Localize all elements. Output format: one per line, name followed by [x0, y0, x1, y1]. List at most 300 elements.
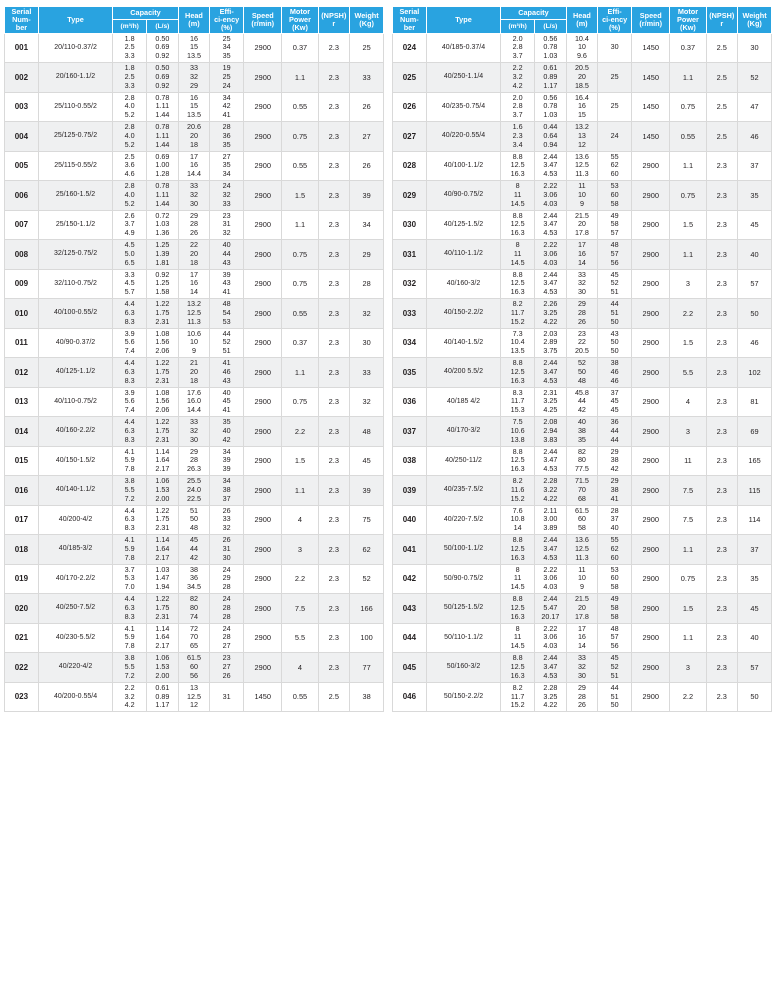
- cell-capacity-ls: 0.61 0.89 1.17: [535, 63, 567, 93]
- cell-capacity-ls: 1.14 1.64 2.17: [147, 446, 179, 476]
- cell-efficiency: 26 31 30: [210, 535, 244, 565]
- cell-efficiency: 44 51 50: [598, 299, 632, 329]
- cell-head: 61.5 60 58: [566, 505, 598, 535]
- cell-head: 17.6 16.0 14.4: [178, 387, 210, 417]
- cell-capacity-ls: 2.08 2.94 3.83: [535, 417, 567, 447]
- cell-serial-number: 045: [392, 653, 426, 683]
- cell-efficiency: 49 58 57: [598, 210, 632, 240]
- cell-efficiency: 34 42 41: [210, 92, 244, 122]
- cell-capacity-ls: 2.03 2.89 3.75: [535, 328, 567, 358]
- cell-type: 40/185-0.37/4: [426, 33, 500, 63]
- cell-head: 11 10 9: [566, 181, 598, 211]
- table-row: [5, 122, 384, 152]
- cell-head: 17 16 14: [566, 623, 598, 653]
- cell-motor-power: 0.55: [282, 682, 318, 712]
- cell-type: 50/160-3/2: [426, 653, 500, 683]
- cell-head: 33 32 30: [178, 181, 210, 211]
- cell-head: 38 36 34.5: [178, 564, 210, 594]
- table-row: [5, 476, 384, 506]
- cell-motor-power: 0.75: [670, 564, 706, 594]
- cell-npshr: 2.3: [706, 151, 738, 181]
- cell-npshr: 2.3: [706, 417, 738, 447]
- cell-capacity-m3h: 3.8 5.5 7.2: [113, 653, 147, 683]
- cell-weight: 52: [738, 63, 772, 93]
- cell-capacity-m3h: 1.6 2.3 3.4: [501, 122, 535, 152]
- table-row: [392, 33, 771, 63]
- cell-weight: 45: [738, 594, 772, 624]
- cell-serial-number: 031: [392, 240, 426, 270]
- cell-motor-power: 0.37: [282, 328, 318, 358]
- table-row: [392, 564, 771, 594]
- cell-capacity-m3h: 1.8 2.5 3.3: [113, 63, 147, 93]
- cell-motor-power: 4: [282, 505, 318, 535]
- cell-capacity-ls: 1.06 1.53 2.00: [147, 476, 179, 506]
- cell-weight: 77: [350, 653, 384, 683]
- cell-weight: 39: [350, 181, 384, 211]
- cell-efficiency: 25 34 35: [210, 33, 244, 63]
- cell-weight: 35: [738, 181, 772, 211]
- cell-serial-number: 035: [392, 358, 426, 388]
- cell-weight: 45: [738, 210, 772, 240]
- cell-type: 25/115-0.55/2: [38, 151, 112, 181]
- cell-npshr: 2.3: [706, 387, 738, 417]
- cell-efficiency: 53 60 58: [598, 181, 632, 211]
- cell-capacity-ls: 0.78 1.11 1.44: [147, 181, 179, 211]
- cell-speed: 2900: [632, 623, 670, 653]
- cell-capacity-ls: 2.22 3.06 4.03: [535, 240, 567, 270]
- cell-serial-number: 040: [392, 505, 426, 535]
- cell-efficiency: 28 36 35: [210, 122, 244, 152]
- cell-capacity-m3h: 2.0 2.8 3.7: [501, 33, 535, 63]
- cell-speed: 2900: [632, 653, 670, 683]
- table-body-left: [5, 33, 384, 712]
- cell-weight: 165: [738, 446, 772, 476]
- table-row: [5, 328, 384, 358]
- cell-type: 32/125-0.75/2: [38, 240, 112, 270]
- cell-serial-number: 006: [5, 181, 39, 211]
- cell-weight: 40: [738, 240, 772, 270]
- cell-capacity-ls: 1.08 1.56 2.06: [147, 328, 179, 358]
- cell-type: 40/220-7.5/2: [426, 505, 500, 535]
- cell-motor-power: 1.1: [670, 151, 706, 181]
- table-row: [392, 328, 771, 358]
- cell-head: 33 32 30: [566, 269, 598, 299]
- cell-speed: 2900: [632, 151, 670, 181]
- cell-motor-power: 0.55: [282, 299, 318, 329]
- cell-serial-number: 023: [5, 682, 39, 712]
- table-row: [5, 181, 384, 211]
- header-efficiency: Effi- ci-ency (%): [210, 7, 244, 34]
- cell-serial-number: 036: [392, 387, 426, 417]
- header-head: Head (m): [566, 7, 598, 34]
- cell-npshr: 2.3: [318, 623, 350, 653]
- cell-npshr: 2.3: [318, 653, 350, 683]
- cell-npshr: 2.5: [706, 92, 738, 122]
- cell-motor-power: 1.1: [282, 476, 318, 506]
- cell-weight: 75: [350, 505, 384, 535]
- cell-speed: 2900: [244, 535, 282, 565]
- cell-capacity-m3h: 3.9 5.6 7.4: [113, 387, 147, 417]
- cell-efficiency: 39 43 41: [210, 269, 244, 299]
- cell-serial-number: 017: [5, 505, 39, 535]
- cell-npshr: 2.3: [318, 417, 350, 447]
- cell-motor-power: 0.75: [282, 269, 318, 299]
- cell-capacity-m3h: 7.6 10.8 14: [501, 505, 535, 535]
- cell-speed: 2900: [244, 653, 282, 683]
- cell-npshr: 2.3: [318, 181, 350, 211]
- header-speed: Speed (r/min): [244, 7, 282, 34]
- cell-speed: 2900: [244, 151, 282, 181]
- cell-efficiency: 36 44 44: [598, 417, 632, 447]
- pump-table-left: [4, 6, 384, 712]
- header-capacity-ls: (L/s): [147, 19, 179, 33]
- cell-head: 29 28 26: [566, 299, 598, 329]
- cell-npshr: 2.3: [318, 299, 350, 329]
- cell-npshr: 2.3: [706, 594, 738, 624]
- cell-weight: 69: [738, 417, 772, 447]
- table-row: [5, 63, 384, 93]
- cell-weight: 34: [350, 210, 384, 240]
- cell-weight: 35: [738, 564, 772, 594]
- cell-capacity-m3h: 8.8 12.5 16.3: [501, 210, 535, 240]
- cell-capacity-ls: 2.28 3.25 4.22: [535, 682, 567, 712]
- cell-efficiency: 49 58 58: [598, 594, 632, 624]
- cell-motor-power: 0.55: [282, 151, 318, 181]
- cell-npshr: 2.3: [706, 476, 738, 506]
- cell-speed: 2900: [632, 358, 670, 388]
- cell-capacity-ls: 0.56 0.78 1.03: [535, 33, 567, 63]
- header-npshr: (NPSH) r: [706, 7, 738, 34]
- cell-efficiency: 34 38 37: [210, 476, 244, 506]
- cell-capacity-m3h: 4.4 6.3 8.3: [113, 358, 147, 388]
- cell-capacity-m3h: 2.2 3.2 4.2: [501, 63, 535, 93]
- cell-capacity-m3h: 8.8 12.5 16.3: [501, 653, 535, 683]
- cell-capacity-m3h: 3.7 5.3 7.0: [113, 564, 147, 594]
- table-row: [5, 358, 384, 388]
- cell-weight: 40: [738, 623, 772, 653]
- cell-efficiency: 43 50 50: [598, 328, 632, 358]
- cell-serial-number: 018: [5, 535, 39, 565]
- cell-npshr: 2.3: [706, 653, 738, 683]
- cell-weight: 50: [738, 299, 772, 329]
- cell-efficiency: 48 57 56: [598, 240, 632, 270]
- cell-head: 33 32 29: [178, 63, 210, 93]
- cell-speed: 2900: [244, 358, 282, 388]
- cell-serial-number: 009: [5, 269, 39, 299]
- table-row: [392, 269, 771, 299]
- table-row: [392, 92, 771, 122]
- cell-weight: 48: [350, 417, 384, 447]
- cell-head: 21.5 20 17.8: [566, 594, 598, 624]
- cell-serial-number: 015: [5, 446, 39, 476]
- cell-weight: 37: [738, 151, 772, 181]
- cell-capacity-ls: 1.08 1.56 2.06: [147, 387, 179, 417]
- cell-motor-power: 1.1: [282, 63, 318, 93]
- cell-capacity-m3h: 8.8 12.5 16.3: [501, 446, 535, 476]
- cell-type: 40/150-2.2/2: [426, 299, 500, 329]
- cell-type: 50/150-2.2/2: [426, 682, 500, 712]
- cell-weight: 50: [738, 682, 772, 712]
- cell-npshr: 2.3: [318, 210, 350, 240]
- cell-efficiency: 34 39 39: [210, 446, 244, 476]
- cell-weight: 52: [350, 564, 384, 594]
- cell-npshr: 2.3: [706, 358, 738, 388]
- cell-weight: 39: [350, 476, 384, 506]
- header-capacity-m3h: (m³/h): [113, 19, 147, 33]
- cell-efficiency: 35 40 42: [210, 417, 244, 447]
- cell-type: 25/125-0.75/2: [38, 122, 112, 152]
- cell-head: 72 70 65: [178, 623, 210, 653]
- cell-capacity-ls: 1.22 1.75 2.31: [147, 299, 179, 329]
- cell-type: 40/235-0.75/4: [426, 92, 500, 122]
- cell-head: 45 44 42: [178, 535, 210, 565]
- cell-weight: 26: [350, 92, 384, 122]
- cell-capacity-ls: 1.14 1.64 2.17: [147, 535, 179, 565]
- table-row: [392, 476, 771, 506]
- cell-capacity-m3h: 8 11 14.5: [501, 181, 535, 211]
- cell-type: 40/160-2.2/2: [38, 417, 112, 447]
- cell-npshr: 2.3: [706, 181, 738, 211]
- cell-npshr: 2.5: [706, 33, 738, 63]
- cell-capacity-m3h: 8.2 11.6 15.2: [501, 476, 535, 506]
- cell-efficiency: 28 37 40: [598, 505, 632, 535]
- cell-efficiency: 53 60 58: [598, 564, 632, 594]
- cell-motor-power: 7.5: [670, 476, 706, 506]
- cell-capacity-m3h: 8.3 11.7 15.3: [501, 387, 535, 417]
- cell-type: 25/110-0.55/2: [38, 92, 112, 122]
- cell-motor-power: 0.55: [282, 92, 318, 122]
- cell-weight: 33: [350, 63, 384, 93]
- cell-head: 13.2 12.5 11.3: [178, 299, 210, 329]
- cell-head: 82 80 77.5: [566, 446, 598, 476]
- cell-weight: 102: [738, 358, 772, 388]
- cell-motor-power: 5.5: [282, 623, 318, 653]
- cell-capacity-m3h: 8.2 11.7 15.2: [501, 682, 535, 712]
- cell-efficiency: 44 52 51: [210, 328, 244, 358]
- cell-weight: 37: [738, 535, 772, 565]
- cell-motor-power: 7.5: [670, 505, 706, 535]
- table-row: [392, 417, 771, 447]
- header-serial-number: Serial Num- ber: [5, 7, 39, 34]
- cell-head: 17 16 14: [566, 240, 598, 270]
- cell-motor-power: 0.75: [670, 92, 706, 122]
- header-type: Type: [38, 7, 112, 34]
- cell-head: 17 16 14.4: [178, 151, 210, 181]
- cell-efficiency: 40 44 43: [210, 240, 244, 270]
- cell-serial-number: 034: [392, 328, 426, 358]
- cell-speed: 2900: [632, 210, 670, 240]
- header-speed: Speed (r/min): [632, 7, 670, 34]
- cell-speed: 2900: [244, 505, 282, 535]
- cell-type: 40/170-2.2/2: [38, 564, 112, 594]
- cell-type: 40/90-0.75/2: [426, 181, 500, 211]
- table-row: [392, 653, 771, 683]
- cell-serial-number: 020: [5, 594, 39, 624]
- cell-capacity-ls: 1.03 1.47 1.94: [147, 564, 179, 594]
- cell-npshr: 2.3: [318, 240, 350, 270]
- cell-capacity-ls: 2.22 3.06 4.03: [535, 181, 567, 211]
- cell-speed: 2900: [632, 299, 670, 329]
- cell-capacity-m3h: 4.4 6.3 8.3: [113, 505, 147, 535]
- cell-npshr: 2.3: [318, 92, 350, 122]
- cell-type: 40/230-5.5/2: [38, 623, 112, 653]
- header-motor-power: Motor Power (Kw): [670, 7, 706, 34]
- cell-capacity-ls: 2.44 5.47 20.17: [535, 594, 567, 624]
- cell-capacity-m3h: 4.4 6.3 8.3: [113, 594, 147, 624]
- cell-head: 20.6 20 18: [178, 122, 210, 152]
- cell-speed: 1450: [632, 92, 670, 122]
- cell-capacity-m3h: 7.5 10.6 13.8: [501, 417, 535, 447]
- cell-capacity-ls: 2.44 3.47 4.53: [535, 358, 567, 388]
- cell-weight: 100: [350, 623, 384, 653]
- cell-efficiency: 40 45 41: [210, 387, 244, 417]
- cell-weight: 57: [738, 653, 772, 683]
- cell-speed: 2900: [244, 269, 282, 299]
- cell-weight: 29: [350, 240, 384, 270]
- table-row: [5, 623, 384, 653]
- cell-efficiency: 41 46 43: [210, 358, 244, 388]
- header-npshr: (NPSH) r: [318, 7, 350, 34]
- cell-npshr: 2.3: [318, 358, 350, 388]
- header-weight: Weight (Kg): [350, 7, 384, 34]
- table-row: [5, 269, 384, 299]
- cell-capacity-m3h: 4.4 6.3 8.3: [113, 417, 147, 447]
- cell-head: 16.4 16 15: [566, 92, 598, 122]
- cell-speed: 2900: [632, 594, 670, 624]
- cell-capacity-ls: 0.44 0.64 0.94: [535, 122, 567, 152]
- cell-motor-power: 1.5: [670, 594, 706, 624]
- cell-motor-power: 1.1: [282, 358, 318, 388]
- cell-head: 21.5 20 17.8: [566, 210, 598, 240]
- cell-speed: 2900: [244, 63, 282, 93]
- cell-weight: 57: [738, 269, 772, 299]
- cell-motor-power: 0.75: [282, 240, 318, 270]
- cell-speed: 2900: [244, 564, 282, 594]
- cell-npshr: 2.3: [706, 328, 738, 358]
- cell-capacity-ls: 2.11 3.00 3.89: [535, 505, 567, 535]
- cell-capacity-m3h: 8 11 14.5: [501, 564, 535, 594]
- cell-motor-power: 11: [670, 446, 706, 476]
- cell-npshr: 2.5: [706, 122, 738, 152]
- cell-speed: 2900: [244, 33, 282, 63]
- cell-speed: 1450: [632, 33, 670, 63]
- cell-serial-number: 001: [5, 33, 39, 63]
- cell-efficiency: 24 32 33: [210, 181, 244, 211]
- cell-capacity-ls: 0.61 0.89 1.17: [147, 682, 179, 712]
- cell-efficiency: 38 46 46: [598, 358, 632, 388]
- cell-efficiency: 45 52 51: [598, 269, 632, 299]
- cell-head: 20.5 20 18.5: [566, 63, 598, 93]
- cell-capacity-ls: 1.25 1.39 1.81: [147, 240, 179, 270]
- table-row: [5, 505, 384, 535]
- header-motor-power: Motor Power (Kw): [282, 7, 318, 34]
- cell-serial-number: 042: [392, 564, 426, 594]
- table-row: [5, 417, 384, 447]
- table-row: [392, 387, 771, 417]
- cell-head: 71.5 70 68: [566, 476, 598, 506]
- table-row: [392, 210, 771, 240]
- cell-head: 17 16 14: [178, 269, 210, 299]
- cell-head: 11 10 9: [566, 564, 598, 594]
- cell-capacity-m3h: 8.8 12.5 16.3: [501, 594, 535, 624]
- cell-npshr: 2.3: [706, 269, 738, 299]
- table-row: [5, 594, 384, 624]
- cell-weight: 25: [350, 33, 384, 63]
- cell-capacity-ls: 2.22 3.06 4.03: [535, 564, 567, 594]
- cell-efficiency: 25: [598, 92, 632, 122]
- cell-head: 10.4 10 9.6: [566, 33, 598, 63]
- cell-capacity-m3h: 2.2 3.2 4.2: [113, 682, 147, 712]
- cell-type: 32/110-0.75/2: [38, 269, 112, 299]
- cell-capacity-m3h: 8.8 12.5 16.3: [501, 535, 535, 565]
- cell-capacity-ls: 2.26 3.25 4.22: [535, 299, 567, 329]
- table-row: [5, 33, 384, 63]
- cell-npshr: 2.3: [318, 328, 350, 358]
- table-row: [392, 594, 771, 624]
- cell-type: 40/250-7.5/2: [38, 594, 112, 624]
- cell-efficiency: 29 38 42: [598, 446, 632, 476]
- cell-npshr: 2.3: [318, 476, 350, 506]
- cell-speed: 2900: [632, 446, 670, 476]
- pump-table-right: [392, 6, 772, 712]
- cell-serial-number: 038: [392, 446, 426, 476]
- cell-capacity-m3h: 2.5 3.6 4.6: [113, 151, 147, 181]
- cell-weight: 62: [350, 535, 384, 565]
- cell-motor-power: 1.1: [670, 240, 706, 270]
- table-row: [392, 122, 771, 152]
- table-row: [5, 299, 384, 329]
- cell-head: 13 12.5 12: [178, 682, 210, 712]
- cell-speed: 2900: [244, 240, 282, 270]
- cell-serial-number: 007: [5, 210, 39, 240]
- header-type: Type: [426, 7, 500, 34]
- cell-motor-power: 5.5: [670, 358, 706, 388]
- cell-head: 13.2 13 12: [566, 122, 598, 152]
- cell-efficiency: 55 62 60: [598, 151, 632, 181]
- cell-capacity-m3h: 8 11 14.5: [501, 623, 535, 653]
- cell-capacity-ls: 0.50 0.69 0.92: [147, 33, 179, 63]
- table-row: [392, 240, 771, 270]
- cell-capacity-m3h: 4.5 5.0 6.5: [113, 240, 147, 270]
- cell-capacity-ls: 0.69 1.00 1.28: [147, 151, 179, 181]
- cell-serial-number: 011: [5, 328, 39, 358]
- cell-serial-number: 028: [392, 151, 426, 181]
- cell-serial-number: 005: [5, 151, 39, 181]
- cell-npshr: 2.5: [318, 682, 350, 712]
- cell-head: 29 28 26: [566, 682, 598, 712]
- cell-efficiency: 23 27 26: [210, 653, 244, 683]
- cell-capacity-ls: 0.50 0.69 0.92: [147, 63, 179, 93]
- cell-serial-number: 037: [392, 417, 426, 447]
- cell-type: 40/220-0.55/4: [426, 122, 500, 152]
- cell-npshr: 2.3: [706, 446, 738, 476]
- cell-type: 50/110-1.1/2: [426, 623, 500, 653]
- table-row: [392, 505, 771, 535]
- table-row: [392, 299, 771, 329]
- cell-serial-number: 004: [5, 122, 39, 152]
- cell-serial-number: 032: [392, 269, 426, 299]
- table-row: [392, 151, 771, 181]
- cell-capacity-m3h: 8.8 12.5 16.3: [501, 358, 535, 388]
- cell-npshr: 2.3: [706, 210, 738, 240]
- cell-type: 40/100-0.55/2: [38, 299, 112, 329]
- cell-speed: 2900: [632, 181, 670, 211]
- cell-capacity-m3h: 2.0 2.8 3.7: [501, 92, 535, 122]
- cell-motor-power: 0.37: [282, 33, 318, 63]
- cell-speed: 1450: [632, 122, 670, 152]
- cell-speed: 2900: [632, 417, 670, 447]
- cell-weight: 81: [738, 387, 772, 417]
